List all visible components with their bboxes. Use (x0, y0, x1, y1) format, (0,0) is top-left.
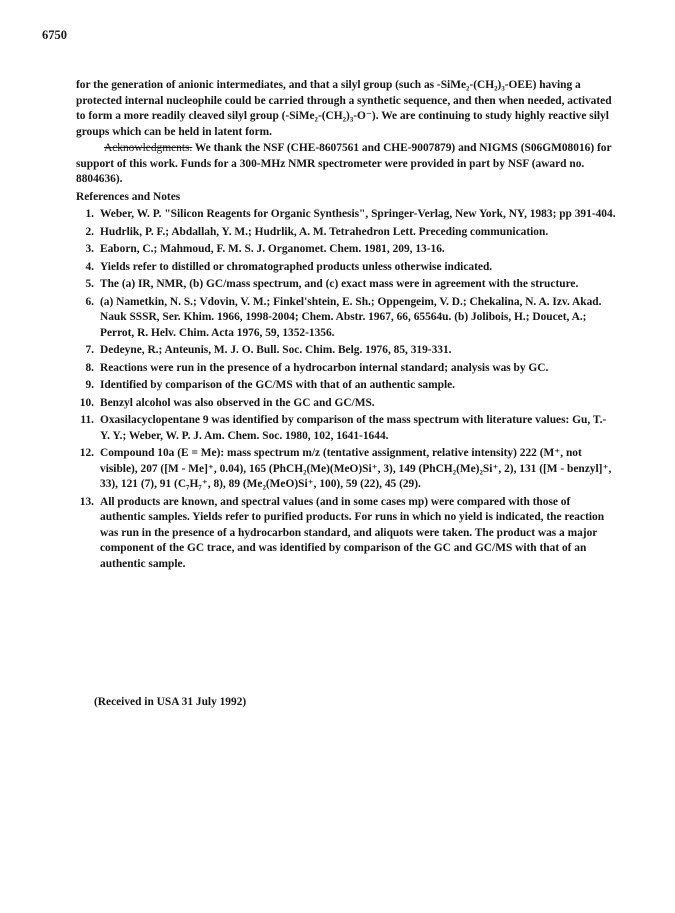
reference-text: Compound 10a (E = Me): mass spectrum m/z (tentative assignment, relative intensity) 222 (M⁺, not visible), 207 ([M - Me]⁺, 0.04), 165 (PhCH₂(Me)(MeO)Si⁺, 3), 149 (PhCH₂(Me)₂Si⁺, 2), 131 ([M - benzyl]⁺, 33), 121 (7), 91 (C₇H₇⁺, 8), 89 (Me₂(MeO)Si⁺, 100), 59 (22), 45 (29). (100, 447, 612, 490)
reference-number: 2. (85, 225, 94, 238)
page-number: 6750 (42, 28, 67, 42)
reference-item (76, 242, 616, 258)
reference-number: 7. (85, 344, 94, 356)
reference-number: 12. (79, 447, 94, 459)
reference-text: Reactions were run in the presence of a hydrocarbon internal standard; analysis was by GC. (100, 361, 549, 374)
reference-number: 10. (79, 396, 94, 409)
reference-item (76, 413, 616, 444)
reference-item (76, 225, 616, 241)
reference-text: Identified by comparison of the GC/MS with that of an authentic sample. (100, 379, 456, 391)
reference-number: 4. (85, 260, 94, 273)
references-heading: References and Notes (76, 190, 181, 203)
reference-text: Oxasilacyclopentane 9 was identified by comparison of the mass spectrum with literature values: Gu, T.-Y. Y.; Weber, W. P. J. Am. Chem. Soc. 1980, 102, 1641-1644. (100, 414, 607, 442)
reference-text: Hudrlik, P. F.; Abdallah, Y. M.; Hudrlik, A. M. Tetrahedron Lett. Preceding communication. (100, 225, 549, 238)
reference-number: 8. (85, 361, 94, 374)
reference-number: 5. (85, 278, 94, 290)
reference-text: Benzyl alcohol was also observed in the GC and GC/MS. (100, 396, 375, 409)
reference-item (76, 396, 616, 412)
received-date: (Received in USA 31 July 1992) (94, 696, 247, 708)
reference-text: Dedeyne, R.; Anteunis, M. J. O. Bull. Soc. Chim. Belg. 1976, 85, 319-331. (100, 344, 452, 356)
reference-item (76, 295, 616, 342)
reference-number: 1. (85, 208, 94, 220)
reference-number: 9. (85, 379, 94, 391)
reference-item (76, 378, 616, 394)
reference-item (76, 207, 616, 223)
reference-text: Eaborn, C.; Mahmoud, F. M. S. J. Organomet. Chem. 1981, 209, 13-16. (100, 243, 445, 255)
reference-text: All products are known, and spectral values (and in some cases mp) were compared with those of authentic samples. Yields refer to purified products. For runs in which no yield is indicated, the reaction was run in the presence of a hydrocarbon standard, and aliquots were taken. The product was a major component of the GC trace, and was identified by comparison of the GC and GC/MS with that of an authentic sample. (100, 495, 605, 570)
reference-item (76, 361, 616, 377)
reference-number: 11. (80, 414, 94, 426)
intro-paragraph: for the generation of anionic intermediates, and that a silyl group (such as -SiMe₂-(CH₂)₃-OEE) having a protected internal nucleophile could be carried through a synthetic sequence, and then when needed, activated to form a more readily cleaved silyl group (-SiMe₂-(CH₂)₃-O⁻). We are continuing to study highly reactive silyl groups which can be held in latent form. (76, 79, 612, 138)
reference-text: Yields refer to distilled or chromatographed products unless otherwise indicated. (100, 260, 493, 273)
acknowledgments-text: We thank the NSF (CHE-8607561 and CHE-9007879) and NIGMS (S06GM08016) for support of this work. Funds for a 300-MHz NMR spectrometer were provided in part by NSF (award no. 8804636). (76, 142, 612, 185)
reference-number: 6. (85, 295, 94, 308)
reference-text: (a) Nametkin, N. S.; Vdovin, V. M.; Finkel'shtein, E. Sh.; Oppengeim, V. D.; Chekalina, N. A. Izv. Akad. Nauk SSSR, Ser. Khim. 1966, 1998-2004; Chem. Abstr. 1967, 66, 65564u. (b) Jolibois, H.; Doucet, A.; Perrot, R. Helv. Chim. Acta 1976, 59, 1352-1356. (100, 295, 602, 339)
reference-text: The (a) IR, NMR, (b) GC/mass spectrum, and (c) exact mass were in agreement with the structure. (100, 278, 579, 290)
reference-item (76, 277, 616, 293)
reference-item (76, 495, 616, 573)
reference-item (76, 446, 616, 493)
reference-text: Weber, W. P. "Silicon Reagents for Organic Synthesis", Springer-Verlag, New York, NY, 1983; pp 391-404. (100, 208, 616, 220)
acknowledgments-heading: Acknowledgments. (104, 142, 193, 154)
references-list (76, 207, 616, 572)
reference-item (76, 260, 616, 276)
reference-number: 3. (85, 243, 94, 255)
article-body (76, 78, 616, 572)
reference-number: 13. (79, 495, 94, 508)
acknowledgments-paragraph (76, 141, 616, 188)
reference-item (76, 343, 616, 359)
